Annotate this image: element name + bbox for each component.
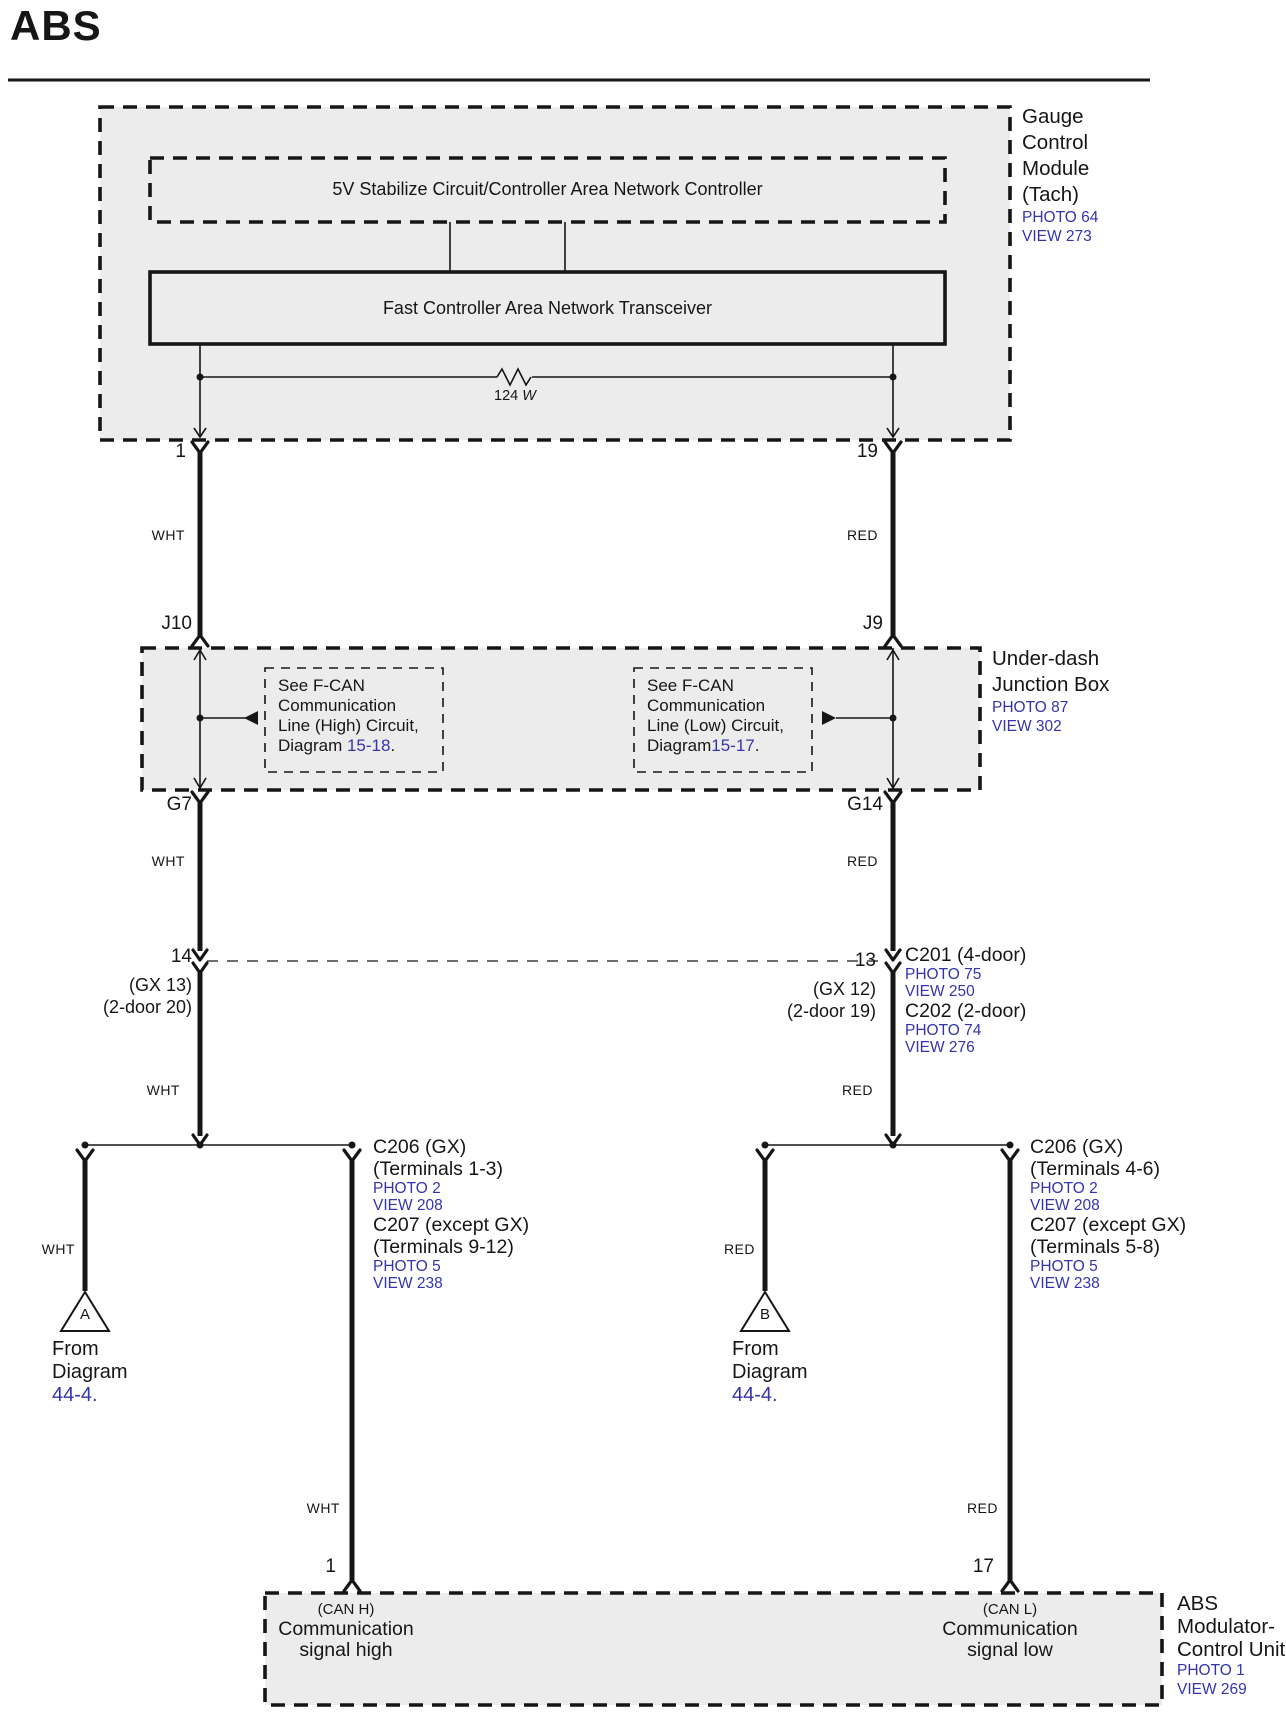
terminal-14-2door: (2-door 20) <box>102 997 192 1017</box>
photo-link[interactable]: PHOTO 1 <box>1177 1662 1245 1679</box>
wire-can-high-upper <box>192 442 208 646</box>
page-title: ABS <box>10 2 102 49</box>
photo-link[interactable]: PHOTO 75 <box>905 966 982 983</box>
diagram-link[interactable]: 15-18 <box>346 736 391 755</box>
view-link[interactable]: VIEW 238 <box>373 1275 443 1292</box>
photo-link[interactable]: PHOTO 2 <box>1030 1180 1098 1197</box>
triangle-a-letter: A <box>79 1306 90 1323</box>
terminal-13: 13 <box>854 950 876 971</box>
can-l-label: (CAN L) Communication signal low <box>942 1601 1078 1661</box>
wire-can-low-upper <box>885 442 901 646</box>
wire-can-high-mid <box>192 792 208 1136</box>
terminal-14-gx: (GX 13) <box>128 975 192 995</box>
c206-c207-left-label: C206 (GX) (Terminals 1-3) PHOTO 2 VIEW 208 C207 (except GX) (Terminals 9-12) PHOTO 5 VIEW 238 <box>373 1136 530 1292</box>
view-link[interactable]: VIEW 208 <box>1030 1197 1100 1214</box>
connector-symbol <box>1002 1580 1018 1591</box>
wire-color-wht: WHT <box>41 1241 75 1257</box>
wire-color-wht: WHT <box>151 527 185 543</box>
junction-box-label: Under-dash Junction Box PHOTO 87 VIEW 302 <box>992 647 1110 735</box>
terminal-14: 14 <box>170 946 192 967</box>
view-link[interactable]: VIEW 208 <box>373 1197 443 1214</box>
terminal-1: 1 <box>175 441 186 462</box>
wire-color-wht: WHT <box>151 853 185 869</box>
view-link[interactable]: VIEW 238 <box>1030 1275 1100 1292</box>
connector-symbol <box>886 950 900 960</box>
from-diagram-a: From Diagram 44-4. <box>52 1338 128 1406</box>
from-diagram-b: From Diagram 44-4. <box>732 1338 808 1406</box>
terminal-13-2door: (2-door 19) <box>786 1001 876 1021</box>
view-link[interactable]: VIEW 276 <box>905 1039 975 1056</box>
terminal-13-gx: (GX 12) <box>812 979 876 999</box>
can-h-label: (CAN H) Communication signal high <box>278 1601 414 1661</box>
c206-c207-right-label: C206 (GX) (Terminals 4-6) PHOTO 2 VIEW 208 C207 (except GX) (Terminals 5-8) PHOTO 5 VIEW 238 <box>1030 1136 1187 1292</box>
wire-color-red: RED <box>841 1082 873 1098</box>
connector-symbol <box>885 635 901 646</box>
wire-color-wht: WHT <box>146 1082 180 1098</box>
resistor-value: 124 W <box>494 388 536 404</box>
photo-link[interactable]: PHOTO 5 <box>1030 1258 1098 1275</box>
diagram-link[interactable]: 15-17 <box>711 736 755 755</box>
terminal-g7: G7 <box>166 794 192 815</box>
stabilizer-label: 5V Stabilize Circuit/Controller Area Network Controller <box>332 179 763 199</box>
c201-c202-label: C201 (4-door) PHOTO 75 VIEW 250 C202 (2-door) PHOTO 74 VIEW 276 <box>905 944 1027 1056</box>
terminal-19: 19 <box>856 441 878 462</box>
gauge-module-label: Gauge Control Module (Tach) PHOTO 64 VIEW 273 <box>1022 105 1099 245</box>
terminal-j9: J9 <box>862 613 883 634</box>
diagram-link[interactable]: 44-4. <box>52 1384 98 1406</box>
diagram-link[interactable]: 44-4. <box>732 1384 778 1406</box>
photo-link[interactable]: PHOTO 5 <box>373 1258 441 1275</box>
wire-color-red: RED <box>846 853 878 869</box>
wire-can-low-mid <box>885 792 901 1136</box>
wire-color-wht: WHT <box>306 1500 340 1516</box>
connector-symbol <box>344 1580 360 1591</box>
transceiver-label: Fast Controller Area Network Transceiver <box>382 298 713 318</box>
fcan-low-note: See F-CAN Communication Line (Low) Circuit, Diagram15-17. <box>647 676 784 755</box>
photo-link[interactable]: PHOTO 64 <box>1022 209 1099 226</box>
terminal-j10: J10 <box>161 613 192 634</box>
photo-link[interactable]: PHOTO 87 <box>992 699 1069 716</box>
view-link[interactable]: VIEW 250 <box>905 983 975 1000</box>
connector-symbol <box>193 950 207 960</box>
abs-unit-label: ABS Modulator- Control Unit PHOTO 1 VIEW 269 <box>1177 1592 1286 1698</box>
triangle-b-letter: B <box>759 1306 770 1323</box>
terminal-1-bottom: 1 <box>325 1556 336 1577</box>
junction-box <box>142 648 980 790</box>
view-link[interactable]: VIEW 269 <box>1177 1681 1247 1698</box>
terminal-g14: G14 <box>847 794 883 815</box>
wire-color-red: RED <box>723 1241 755 1257</box>
connector-symbol <box>192 635 208 646</box>
photo-link[interactable]: PHOTO 2 <box>373 1180 441 1197</box>
view-link[interactable]: VIEW 273 <box>1022 228 1092 245</box>
wire-color-red: RED <box>846 527 878 543</box>
fcan-high-note: See F-CAN Communication Line (High) Circuit, Diagram 15-18. <box>278 676 419 755</box>
photo-link[interactable]: PHOTO 74 <box>905 1022 982 1039</box>
terminal-17: 17 <box>972 1556 994 1577</box>
wire-color-red: RED <box>966 1500 998 1516</box>
view-link[interactable]: VIEW 302 <box>992 718 1062 735</box>
